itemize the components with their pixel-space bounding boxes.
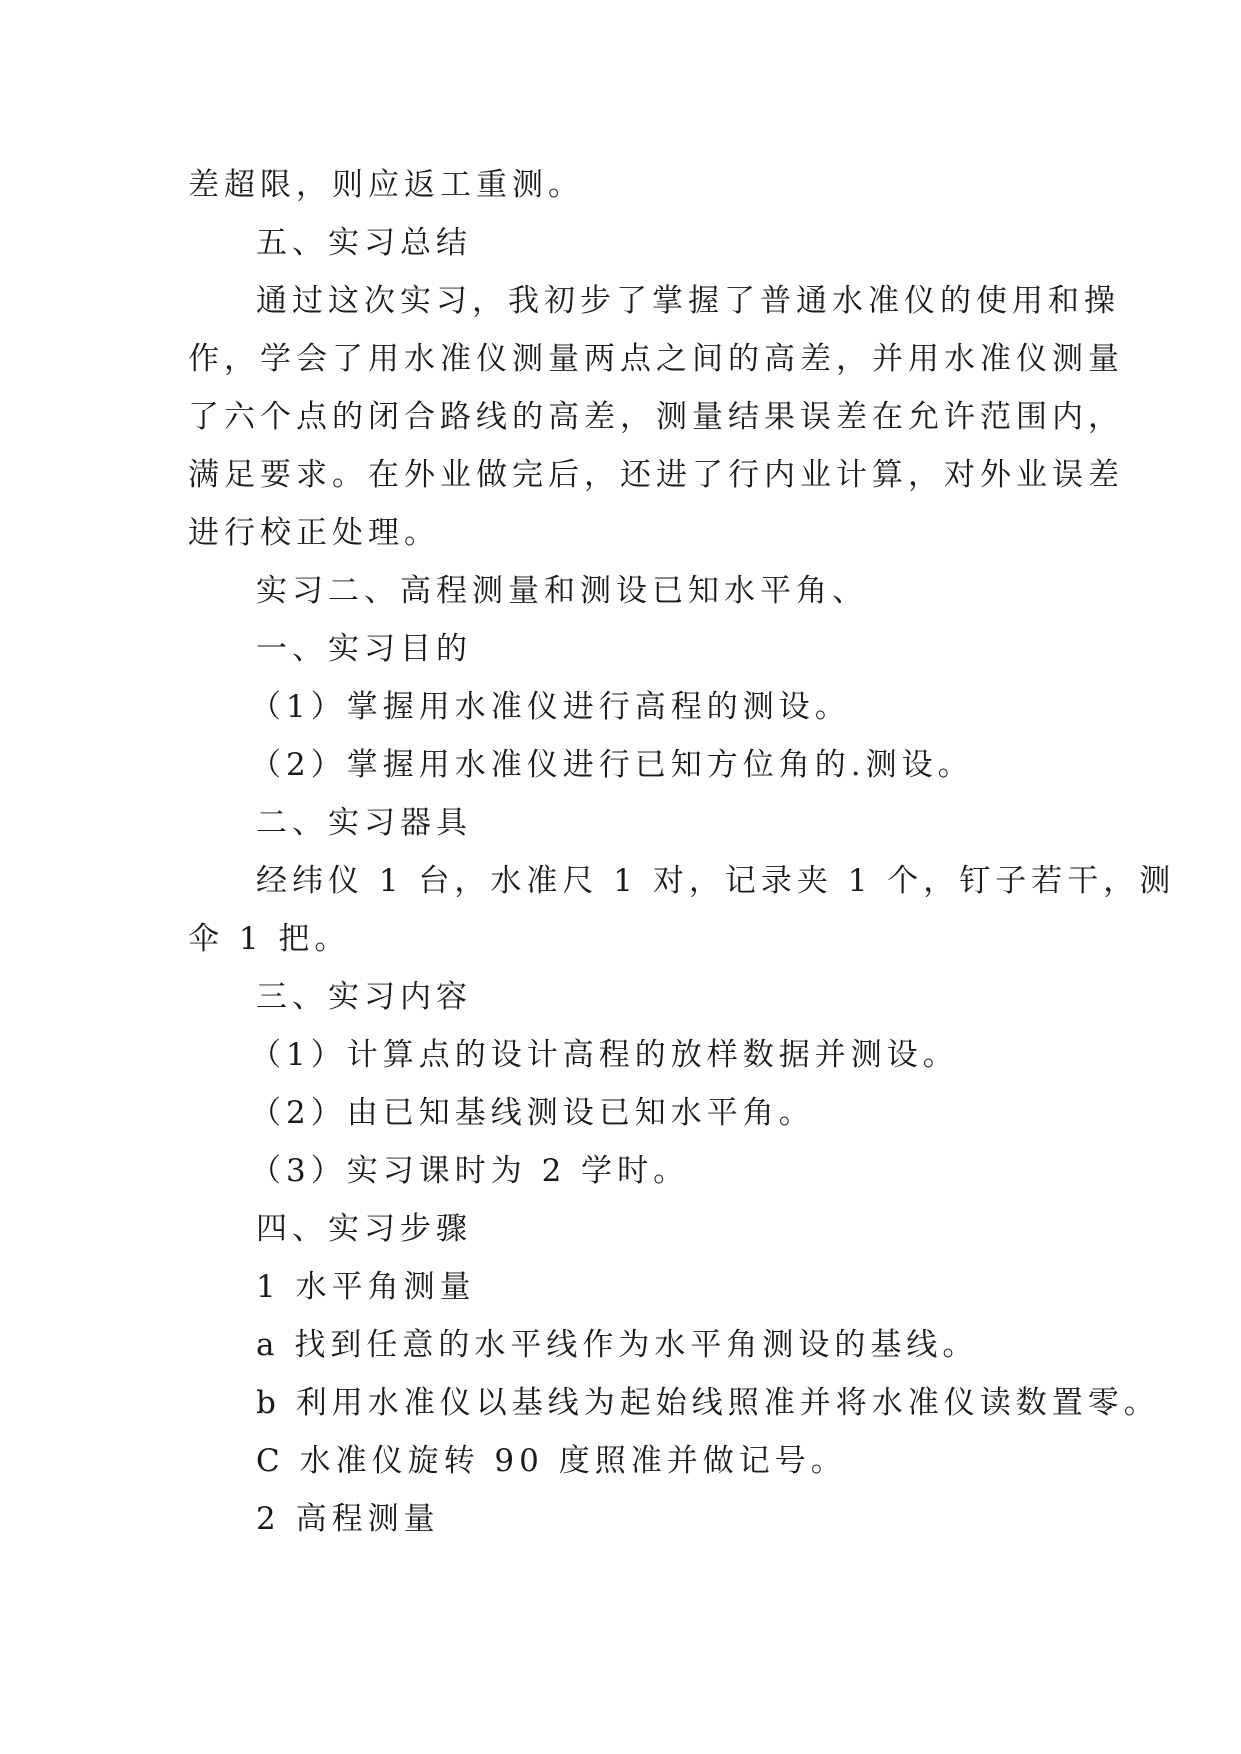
subsection-heading: 2 高程测量 <box>256 1501 440 1537</box>
section-heading: 五、实习总结 <box>256 225 472 261</box>
document-body <box>188 156 1176 1548</box>
subsection-heading: 1 水平角测量 <box>256 1269 476 1305</box>
paragraph-line: 进行校正处理。 <box>188 515 440 551</box>
paragraph-line: 了六个点的闭合路线的高差，测量结果误差在允许范围内， <box>188 399 1124 435</box>
paragraph-line: 通过这次实习，我初步了掌握了普通水准仪的使用和操 <box>256 283 1120 319</box>
list-item: b 利用水准仪以基线为起始线照准并将水准仪读数置零。 <box>256 1385 1160 1421</box>
paragraph-line: 作，学会了用水准仪测量两点之间的高差，并用水准仪测量 <box>188 341 1124 377</box>
paragraph-line: 满足要求。在外业做完后，还进了行内业计算，对外业误差 <box>188 457 1124 493</box>
list-item: （1）掌握用水准仪进行高程的测设。 <box>250 689 851 725</box>
list-item: （2）掌握用水准仪进行已知方位角的.测设。 <box>250 747 974 783</box>
paragraph-line: 伞 1 把。 <box>188 921 351 957</box>
section-heading: 二、实习器具 <box>256 805 472 841</box>
paragraph-line: 差超限，则应返工重测。 <box>188 167 584 203</box>
list-item: C 水准仪旋转 90 度照准并做记号。 <box>256 1443 847 1479</box>
list-item: （2）由已知基线测设已知水平角。 <box>250 1095 815 1131</box>
list-item: （1）计算点的设计高程的放样数据并测设。 <box>250 1037 959 1073</box>
section-heading: 实习二、高程测量和测设已知水平角、 <box>256 573 868 609</box>
paragraph-line: 经纬仪 1 台，水准尺 1 对，记录夹 1 个，钉子若干，测 <box>256 863 1176 899</box>
section-heading: 一、实习目的 <box>256 631 472 667</box>
list-item: （3）实习课时为 2 学时。 <box>250 1153 690 1189</box>
section-heading: 四、实习步骤 <box>256 1211 472 1247</box>
section-heading: 三、实习内容 <box>256 979 472 1015</box>
list-item: a 找到任意的水平线作为水平角测设的基线。 <box>256 1327 979 1363</box>
